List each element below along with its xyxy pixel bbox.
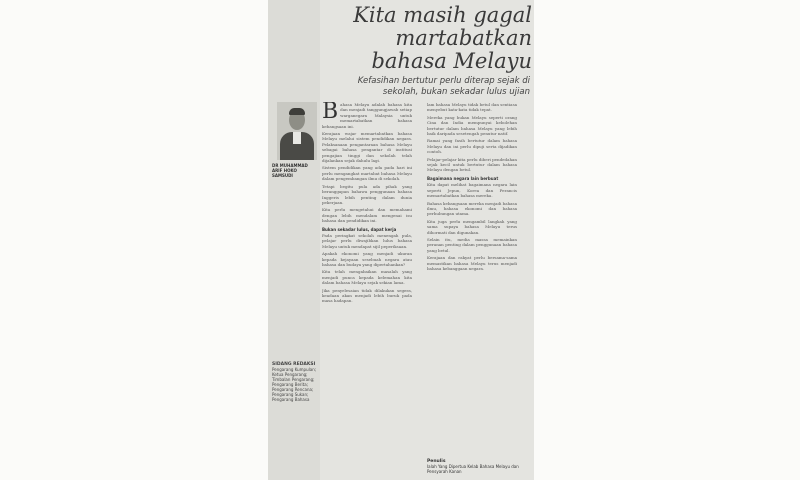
paragraph: Mereka yang bukan Melayu seperti orang Cina dan India mempunyai kebolehan bertutur dalam bahasa Melayu yang lebih baik daripada sesetengah penutur natif.	[427, 114, 517, 137]
headline: Kita masih gagal martabatkan bahasa Melayu	[353, 3, 532, 73]
article-column-1	[322, 102, 412, 474]
author-box-label: Penulis	[427, 459, 446, 464]
paragraph: Kita perlu mengetahui dan memahami dengan lebih mendalam mengenai isu bahasa dan pendidikan ini.	[322, 207, 412, 224]
sidebar-column	[268, 0, 320, 480]
paragraph: Kerajaan dan rakyat perlu bersama-sama memastikan bahasa Melayu terus menjadi bahasa kebanggaan negara.	[427, 255, 517, 271]
author-box	[427, 458, 527, 474]
subheadline: Kefasihan bertutur perlu diterap sejak di sekolah, bukan sekadar lulus ujian	[357, 76, 530, 97]
paragraph: Bahasa kebangsaan mereka menjadi bahasa ilmu, bahasa ekonomi dan bahasa perhubungan utama.	[427, 200, 517, 217]
paragraph: Kerajaan wajar memartabatkan bahasa Melayu melalui sistem pendidikan negara. Pelaksanaan pengantaraan bahasa Melayu sebagai bahasa pengantar di institusi pengajian tinggi dan sekolah telah dijalankan sejak dahulu lagi.	[322, 131, 412, 164]
paragraph: lam bahasa Melayu tidak betul dan sentiasa menyebut kata-kata tidak tepat.	[427, 102, 517, 113]
editorial-board-title: SIDANG REDAKSI	[272, 362, 316, 367]
author-box-text: Ialah Yang Dipertua Kelab Bahasa Melayu dan Pensyarah Kanan	[427, 464, 519, 474]
editorial-board	[272, 362, 318, 402]
section-heading: Bagaimana negara lain berbuat	[427, 175, 499, 181]
paragraph: Selain itu, media massa memainkan peranan penting dalam penggunaan bahasa yang betul.	[427, 236, 517, 253]
drop-cap: B	[322, 102, 339, 124]
article-column-2	[427, 102, 517, 474]
paragraph: Pelajar-pelajar kita perlu diberi pendedahan sejak kecil untuk bertutur dalam bahasa Melayu dengan betul.	[427, 156, 517, 173]
paragraph: Kita telah mengabaikan masalah yang menjadi punca kepada kelemahan kita dalam bahasa Melayu sejak sekian lama.	[322, 269, 412, 286]
editorial-board-text: Pengarang Kumpulan; Ketua Pengarang; Timbalan Pengarang; Pengarang Berita; Pengarang Rencana; Pengarang Sukan; Pengarang Bahasa	[272, 367, 317, 402]
paragraph: Kita juga perlu mengambil langkah yang sama supaya bahasa Melayu terus dihormati dan digunakan.	[427, 218, 517, 235]
paragraph: Apakah ekonomi yang menjadi ukuran kepada kejayaan sesebuah negara atau bahasa dan budaya yang dipertahankan?	[322, 251, 412, 267]
author-photo	[277, 102, 317, 160]
paragraph: Sistem pendidikan yang ada pada hari ini perlu mengangkat martabat bahasa Melayu dalam pengembangan ilmu di sekolah.	[322, 165, 412, 182]
paragraph: Kita dapat melihat bagaimana negara lain seperti Jepun, Korea dan Perancis memartabatkan bahasa mereka.	[427, 182, 517, 199]
author-caption: DR MUHAMMAD ARIF HOKO SAMSUDI	[272, 163, 308, 178]
paragraph: Pada peringkat sekolah menengah pula, pelajar perlu diwajibkan lulus bahasa Melayu untuk mendapat sijil peperiksaan.	[322, 232, 412, 249]
paragraph: Jika penyelesaian tidak dilakukan segera, keadaan akan menjadi lebih buruk pada masa hadapan.	[322, 287, 412, 304]
section-heading: Bukan sekadar lulus, dapat kerja	[322, 226, 397, 232]
paragraph: Ramai yang fasih bertutur dalam bahasa Melayu dan ini perlu dipuji serta dijadikan contoh.	[427, 138, 517, 155]
paragraph-text: ahasa Melayu adalah bahasa kita dan menjadi tanggungjawab setiap warganegara Malaysia untuk memartabatkan bahasa kebangsaan ini.	[322, 102, 412, 129]
paragraph	[322, 102, 412, 129]
paragraph: Tetapi begitu pula ada pihak yang beranggapan bahawa penggunaan bahasa Inggeris lebih penting dalam dunia pekerjaan.	[322, 183, 412, 205]
